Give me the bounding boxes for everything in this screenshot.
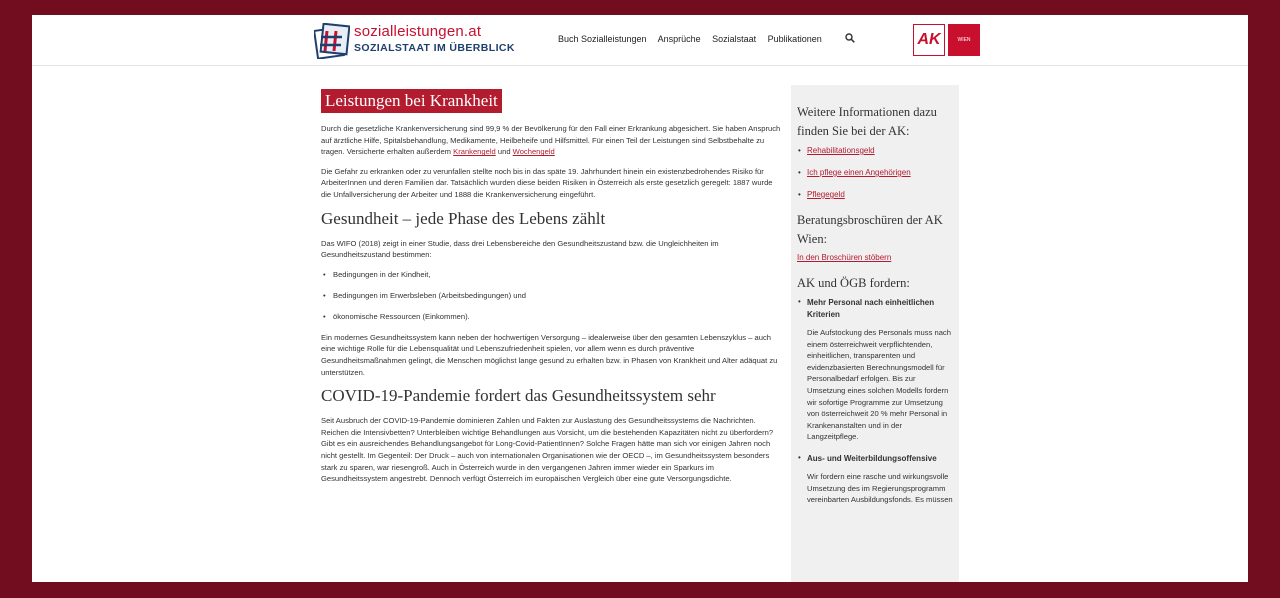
nav-item-sozialstaat[interactable]: Sozialstaat bbox=[712, 34, 757, 44]
ak-logo[interactable]: AK bbox=[913, 24, 945, 56]
health-paragraph-2: Ein modernes Gesundheitssystem kann neben der hochwertigen Versorgung – idealerweise über den gesamten Lebenszyklus – auch eine wichtige Rolle für die Lebensqualität und Lebenszufriedenheit spielen, vor allem wenn es durch präventive Gesundheitsmaßnahmen gelingt, die Menschen möglichst lange gesund zu erhalten bzw. in Phasen von Krankheit und Alter adäquat zu unterstützen. bbox=[321, 332, 778, 377]
main-nav bbox=[558, 34, 831, 44]
intro-paragraph-2: Die Gefahr zu erkranken oder zu verunfallen stellte noch bis in das späte 19. Jahrhundert hinein ein existenzbedrohendes Risiko für ArbeiterInnen und deren Familien dar. Tatsächlich wurden diese beiden Risiken in Österreich als erste gesetzlich geregelt: 1887 wurde die Unfallversicherung der Arbeiter und 1888 die Krankenversicherung eingeführt. bbox=[321, 166, 773, 199]
section-heading-covid: COVID-19-Pandemie fordert das Gesundheitssystem sehr bbox=[321, 386, 716, 406]
covid-paragraph-1: Seit Ausbruch der COVID-19-Pandemie dominieren Zahlen und Fakten zur Auslastung des Gesundheitssystems die Nachrichten. Reichen die Intensivbetten? Unterbleiben wichtige Behandlungen aus Vorsicht, um die bestehenden Kapazitäten nicht zu überfordern? Gibt es ein ausreichendes Behandlungsangebot für Long-Covid-PatientInnen? Solche Fragen hätte man sich vor einigen Jahren noch nicht gestellt. Im Gegenteil: Der Druck – auch von internationalen Organisationen wie der OECD –, im Gesundheitssystem besonders stark zu sparen, war riesengroß. Auch in Österreich wurde in den vergangenen Jahren immer wieder ein Sparkurs im Gesundheitssystem angestrebt. Dennoch verfügt Österreich im europäischen Vergleich über eine gute Versorgungsdichte. bbox=[321, 416, 774, 484]
logo-title: sozialleistungen.at bbox=[354, 23, 482, 40]
site-header bbox=[32, 15, 1248, 66]
sidebar-demands-heading: AK und ÖGB fordern: bbox=[797, 276, 910, 290]
demand-text: Wir fordern eine rasche und wirkungsvolle Umsetzung des im Regierungsprogramm vereinbarten Ausbildungsfonds. Es müssen bbox=[807, 471, 953, 505]
demand-title: • Aus- und Weiterbildungsoffensive bbox=[807, 453, 937, 463]
browser-viewport bbox=[32, 15, 1248, 582]
logo-subtitle: SOZIALSTAAT IM ÜBERBLICK bbox=[354, 42, 515, 54]
pflegegeld-link[interactable]: Pflegegeld bbox=[807, 190, 845, 199]
sidebar-brochure-heading: Beratungsbroschüren der AK Wien: bbox=[797, 213, 943, 246]
list-item bbox=[797, 145, 953, 157]
list-item: • Bedingungen in der Kindheit, bbox=[321, 269, 781, 280]
ak-wien-badge[interactable]: WIEN bbox=[948, 24, 980, 56]
page-title: Leistungen bei Krankheit bbox=[321, 89, 502, 113]
intro-text: Durch die gesetzliche Krankenversicherung sind 99,9 % der Bevölkerung für den Fall einer Erkrankung abgesichert. Sie haben Anspruch auf ärztliche Hilfe, Spitalsbehandlung, Medikamente, Heilbeheife und Hilfsmittel. Für einen Teil der Leistungen sind Selbstbehalte zu tragen. Versicherte erhalten außerdem bbox=[321, 124, 781, 157]
intro-and: und bbox=[495, 147, 513, 157]
angehoerige-link[interactable]: Ich pflege einen Angehörigen bbox=[807, 168, 911, 177]
logo-mark-icon bbox=[314, 23, 350, 59]
nav-item-publikationen[interactable]: Publikationen bbox=[767, 34, 822, 44]
sidebar-info-links bbox=[797, 145, 953, 201]
health-paragraph-1: Das WIFO (2018) zeigt in einer Studie, dass drei Lebensbereiche den Gesundheitszustand bzw. die Ungleichheiten im Gesundheitszustand bestimmen: bbox=[321, 238, 719, 260]
health-bullet-list bbox=[321, 269, 781, 322]
demand-item bbox=[797, 453, 953, 506]
main-content bbox=[321, 87, 781, 493]
section-heading-health: Gesundheit – jede Phase des Lebens zählt bbox=[321, 208, 606, 228]
nav-item-ansprueche[interactable]: Ansprüche bbox=[657, 34, 701, 44]
list-item bbox=[797, 189, 953, 201]
intro-paragraph-1 bbox=[321, 123, 781, 158]
demand-text: Die Aufstockung des Personals muss nach einem österreichweit verpflichtenden, einheitlichen, transparenten und evidenzbasierten Berechnungsmodell für Personalbedarf erfolgen. Bis zur Umsetzung eines solchen Modells fordern wir sofortige Programme zur Umsetzung von österreichweit 20 % mehr Personal in Krankenanstalten und in der Langzeitpflege. bbox=[807, 328, 951, 442]
brochure-link[interactable]: In den Broschüren stöbern bbox=[797, 253, 892, 262]
wochengeld-link[interactable]: Wochengeld bbox=[512, 147, 555, 157]
demand-item bbox=[797, 297, 953, 443]
search-icon[interactable] bbox=[845, 33, 855, 43]
list-item bbox=[797, 167, 953, 179]
nav-item-buch[interactable]: Buch Sozialleistungen bbox=[558, 34, 647, 44]
list-item: • ökonomische Ressourcen (Einkommen). bbox=[321, 311, 781, 322]
rehabilitationsgeld-link[interactable]: Rehabilitationsgeld bbox=[807, 146, 875, 155]
list-item: • Bedingungen im Erwerbsleben (Arbeitsbedingungen) und bbox=[321, 290, 781, 301]
sidebar-info-heading: Weitere Informationen dazu finden Sie bei der AK: bbox=[797, 105, 937, 138]
site-logo[interactable] bbox=[314, 21, 514, 61]
sidebar bbox=[791, 85, 959, 582]
demand-title: • Mehr Personal nach einheitlichen Kriterien bbox=[807, 298, 935, 319]
krankengeld-link[interactable]: Krankengeld bbox=[453, 147, 496, 157]
